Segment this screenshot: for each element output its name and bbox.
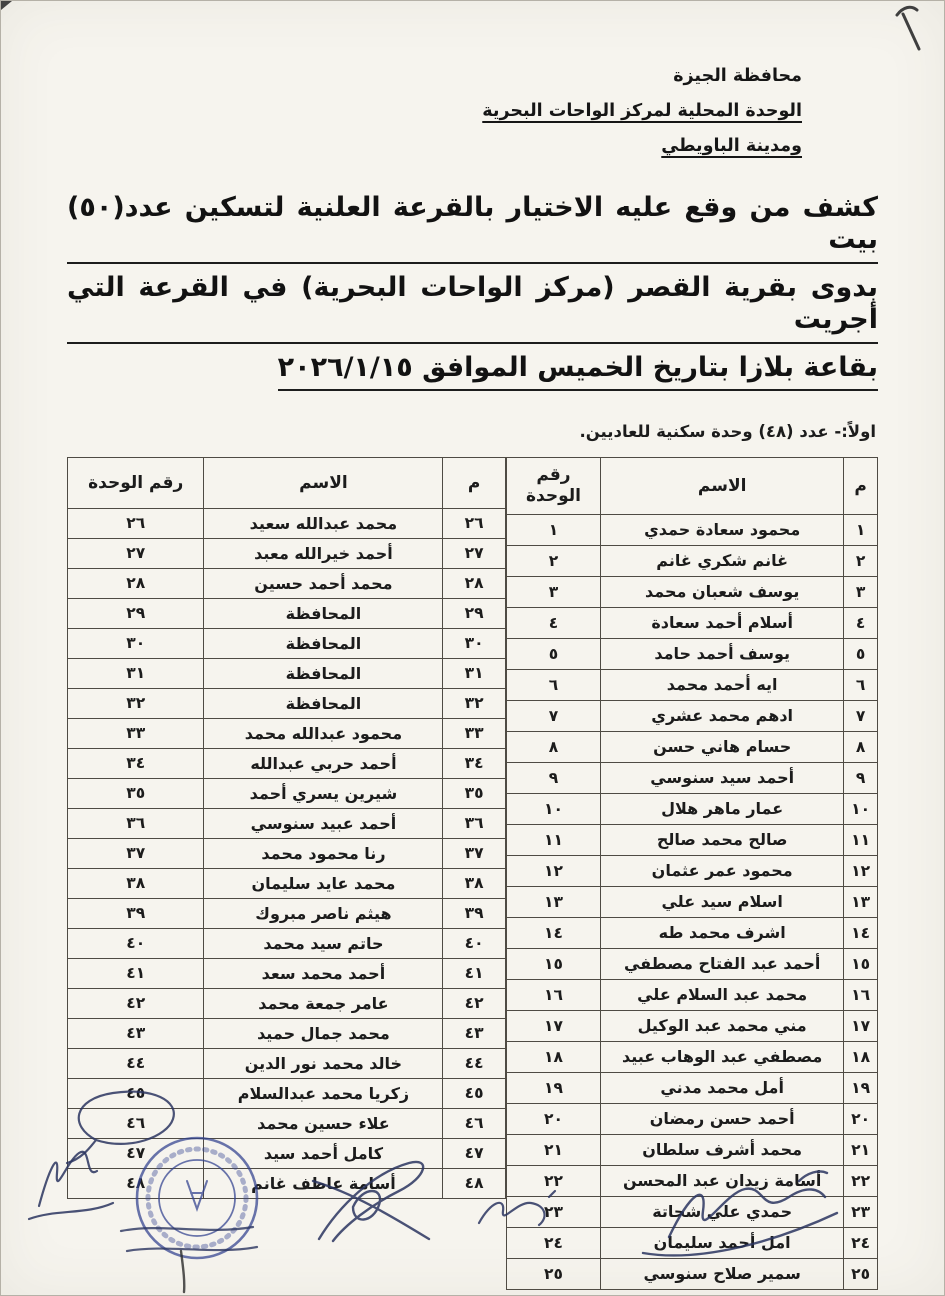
governorate-line: محافظة الجيزة [673, 66, 802, 86]
header-row [506, 457, 877, 514]
cell-unit: ٤٦ [68, 1108, 204, 1138]
cell-seq: ٩ [844, 762, 878, 793]
table-row [68, 808, 506, 838]
table-row [506, 1103, 877, 1134]
cell-seq: ١٤ [844, 917, 878, 948]
cell-seq: ٤٦ [443, 1108, 505, 1138]
table-row [506, 886, 877, 917]
table-row [68, 838, 506, 868]
cell-name: المحافظة [204, 628, 443, 658]
cell-name: اشرف محمد طه [601, 917, 844, 948]
names-table-1-25 [506, 457, 878, 1290]
cell-unit: ١٧ [506, 1010, 600, 1041]
cell-unit: ٨ [506, 731, 600, 762]
table-row [68, 688, 506, 718]
cell-unit: ٢٩ [68, 598, 204, 628]
cell-name: زكريا محمد عبدالسلام [204, 1078, 443, 1108]
cell-unit: ٢٥ [506, 1258, 600, 1289]
cell-unit: ٤١ [68, 958, 204, 988]
table-row [506, 1134, 877, 1165]
cell-name: محمود سعادة حمدي [601, 514, 844, 545]
table-row [68, 658, 506, 688]
title-line-3: بقاعة بلازا بتاريخ الخميس الموافق ٢٠٢٦/١/١٥ [67, 352, 878, 396]
cell-name: أمل محمد مدني [601, 1072, 844, 1103]
cell-seq: ٢١ [844, 1134, 878, 1165]
table-row [68, 898, 506, 928]
table-body-26-48 [68, 508, 506, 1198]
cell-name: يوسف شعبان محمد [601, 576, 844, 607]
cell-seq: ٤ [844, 607, 878, 638]
city-line: ومدينة الباويطي [661, 136, 802, 156]
cell-seq: ٤٢ [443, 988, 505, 1018]
table-row [506, 824, 877, 855]
cell-seq: ٢٧ [443, 538, 505, 568]
table-row [68, 958, 506, 988]
cell-seq: ٤٠ [443, 928, 505, 958]
cell-seq: ٤٤ [443, 1048, 505, 1078]
cell-name: عامر جمعة محمد [204, 988, 443, 1018]
cell-name: محمد عبد السلام علي [601, 979, 844, 1010]
letterhead [1, 1, 944, 164]
cell-name: محمود عمر عثمان [601, 855, 844, 886]
cell-unit: ٢٣ [506, 1196, 600, 1227]
cell-unit: ٥ [506, 638, 600, 669]
table-row [68, 1138, 506, 1168]
cell-unit: ٣٨ [68, 868, 204, 898]
cell-name: محمد أحمد حسين [204, 568, 443, 598]
scan-corner-artifact [1, 1, 12, 10]
cell-seq: ١٩ [844, 1072, 878, 1103]
cell-name: حمدي علي شحاتة [601, 1196, 844, 1227]
table-row [506, 607, 877, 638]
cell-unit: ١٦ [506, 979, 600, 1010]
cell-seq: ٢٦ [443, 508, 505, 538]
cell-name: محمد جمال حميد [204, 1018, 443, 1048]
cell-seq: ١٧ [844, 1010, 878, 1041]
cell-name: كامل أحمد سيد [204, 1138, 443, 1168]
cell-name: هيثم ناصر مبروك [204, 898, 443, 928]
table-row [68, 1018, 506, 1048]
table-row [68, 508, 506, 538]
cell-seq: ٣١ [443, 658, 505, 688]
cell-seq: ١٨ [844, 1041, 878, 1072]
cell-name: أحمد خيرالله معبد [204, 538, 443, 568]
cell-name: محمد أشرف سلطان [601, 1134, 844, 1165]
cell-seq: ٣ [844, 576, 878, 607]
cell-name: ادهم محمد عشري [601, 700, 844, 731]
cell-seq: ١٥ [844, 948, 878, 979]
cell-unit: ٤٥ [68, 1078, 204, 1108]
cell-unit: ١٩ [506, 1072, 600, 1103]
header-seq: م [844, 457, 878, 514]
table-row [68, 1078, 506, 1108]
cell-seq: ٣٦ [443, 808, 505, 838]
cell-seq: ٤٨ [443, 1168, 505, 1198]
cell-seq: ٥ [844, 638, 878, 669]
table-row [506, 700, 877, 731]
cell-unit: ٩ [506, 762, 600, 793]
cell-unit: ١٣ [506, 886, 600, 917]
cell-name: غانم شكري غانم [601, 545, 844, 576]
table-row [68, 748, 506, 778]
cell-seq: ٣٩ [443, 898, 505, 928]
header-unit: رقم الوحدة [68, 457, 204, 508]
table-row [506, 855, 877, 886]
table-row [506, 1196, 877, 1227]
cell-unit: ٤٢ [68, 988, 204, 1018]
cell-unit: ٣٤ [68, 748, 204, 778]
cell-name: مصطفي عبد الوهاب عبيد [601, 1041, 844, 1072]
cell-seq: ٢٩ [443, 598, 505, 628]
table-row [68, 628, 506, 658]
cell-unit: ٣٢ [68, 688, 204, 718]
cell-seq: ٢٥ [844, 1258, 878, 1289]
cell-unit: ٣٣ [68, 718, 204, 748]
table-row [506, 1227, 877, 1258]
table-body-1-25 [506, 514, 877, 1289]
cell-seq: ٢٤ [844, 1227, 878, 1258]
cell-name: أحمد سيد سنوسي [601, 762, 844, 793]
table-row [506, 576, 877, 607]
cell-seq: ٣٢ [443, 688, 505, 718]
cell-name: محمد عايد سليمان [204, 868, 443, 898]
table-row [68, 1108, 506, 1138]
cell-unit: ٣٧ [68, 838, 204, 868]
cell-unit: ١ [506, 514, 600, 545]
cell-seq: ٣٠ [443, 628, 505, 658]
cell-unit: ١٤ [506, 917, 600, 948]
cell-unit: ١١ [506, 824, 600, 855]
names-table-26-48 [67, 457, 506, 1199]
header-unit: رقم الوحدة [506, 457, 600, 514]
table-row [506, 762, 877, 793]
table-row [506, 917, 877, 948]
table-row [68, 538, 506, 568]
cell-name: أحمد حربي عبدالله [204, 748, 443, 778]
table-row [506, 948, 877, 979]
cell-seq: ٤٧ [443, 1138, 505, 1168]
cell-unit: ٢٦ [68, 508, 204, 538]
cell-name: مني محمد عبد الوكيل [601, 1010, 844, 1041]
cell-name: أسامة عاطف غانم [204, 1168, 443, 1198]
cell-name: أحمد محمد سعد [204, 958, 443, 988]
cell-unit: ١٠ [506, 793, 600, 824]
cell-name: أحمد حسن رمضان [601, 1103, 844, 1134]
cell-name: أحمد عبد الفتاح مصطفي [601, 948, 844, 979]
document-title [67, 192, 878, 396]
cell-unit: ٢٢ [506, 1165, 600, 1196]
table-row [506, 979, 877, 1010]
cell-unit: ١٥ [506, 948, 600, 979]
cell-name: أسامة زيدان عبد المحسن [601, 1165, 844, 1196]
table-row [68, 568, 506, 598]
table-row [506, 731, 877, 762]
table-row [506, 514, 877, 545]
cell-seq: ٣٨ [443, 868, 505, 898]
cell-unit: ٤ [506, 607, 600, 638]
cell-seq: ٢٠ [844, 1103, 878, 1134]
table-row [506, 1258, 877, 1289]
cell-seq: ٤٥ [443, 1078, 505, 1108]
cell-name: عمار ماهر هلال [601, 793, 844, 824]
cell-unit: ٣٩ [68, 898, 204, 928]
cell-name: حسام هاني حسن [601, 731, 844, 762]
cell-unit: ٣٥ [68, 778, 204, 808]
cell-unit: ٢١ [506, 1134, 600, 1165]
cell-seq: ١٦ [844, 979, 878, 1010]
table-row [506, 1165, 877, 1196]
cell-name: خالد محمد نور الدين [204, 1048, 443, 1078]
cell-seq: ٣٣ [443, 718, 505, 748]
cell-unit: ٤٠ [68, 928, 204, 958]
cell-name: أسلام أحمد سعادة [601, 607, 844, 638]
cell-name: المحافظة [204, 688, 443, 718]
title-line-1: كشف من وقع عليه الاختيار بالقرعة العلنية لتسكين عدد(٥٠) بيت [67, 192, 878, 264]
section-note: اولاً:- عدد (٤٨) وحدة سكنية للعاديين. [579, 421, 876, 441]
table-row [68, 718, 506, 748]
header-name: الاسم [601, 457, 844, 514]
cell-name: صالح محمد صالح [601, 824, 844, 855]
cell-seq: ١١ [844, 824, 878, 855]
title-line-2: بدوى بقرية القصر (مركز الواحات البحرية) في القرعة التي أجريت [67, 272, 878, 344]
header-name: الاسم [204, 457, 443, 508]
cell-unit: ١٨ [506, 1041, 600, 1072]
cell-seq: ٤١ [443, 958, 505, 988]
cell-name: شيرين يسري أحمد [204, 778, 443, 808]
header-seq: م [443, 457, 505, 508]
cell-name: رنا محمود محمد [204, 838, 443, 868]
cell-name: سمير صلاح سنوسي [601, 1258, 844, 1289]
cell-seq: ١٠ [844, 793, 878, 824]
cell-name: علاء حسين محمد [204, 1108, 443, 1138]
table-row [506, 669, 877, 700]
table-row [506, 793, 877, 824]
table-row [506, 1010, 877, 1041]
cell-name: أحمد عبيد سنوسي [204, 808, 443, 838]
cell-seq: ٣٧ [443, 838, 505, 868]
cell-seq: ٨ [844, 731, 878, 762]
cell-unit: ٤٧ [68, 1138, 204, 1168]
cell-unit: ٢ [506, 545, 600, 576]
cell-seq: ٧ [844, 700, 878, 731]
cell-name: حاتم سيد محمد [204, 928, 443, 958]
table-row [68, 1048, 506, 1078]
cell-seq: ٢ [844, 545, 878, 576]
cell-unit: ٤٤ [68, 1048, 204, 1078]
table-row [68, 778, 506, 808]
cell-name: محمد عبدالله سعيد [204, 508, 443, 538]
cell-seq: ١ [844, 514, 878, 545]
local-unit-line: الوحدة المحلية لمركز الواحات البحرية [482, 101, 802, 121]
table-row [68, 988, 506, 1018]
cell-unit: ٣١ [68, 658, 204, 688]
cell-seq: ٢٨ [443, 568, 505, 598]
table-row [506, 1072, 877, 1103]
cell-unit: ١٢ [506, 855, 600, 886]
cell-seq: ٢٣ [844, 1196, 878, 1227]
cell-unit: ٣٠ [68, 628, 204, 658]
cell-seq: ٣٥ [443, 778, 505, 808]
cell-unit: ٢٨ [68, 568, 204, 598]
table-row [68, 1168, 506, 1198]
cell-name: ايه أحمد محمد [601, 669, 844, 700]
cell-seq: ٢٢ [844, 1165, 878, 1196]
cell-unit: ٢٤ [506, 1227, 600, 1258]
cell-name: محمود عبدالله محمد [204, 718, 443, 748]
table-row [506, 545, 877, 576]
allocation-tables [67, 457, 878, 1290]
table-row [68, 598, 506, 628]
table-row [68, 928, 506, 958]
cell-seq: ١٢ [844, 855, 878, 886]
table-row [68, 868, 506, 898]
cell-unit: ٢٧ [68, 538, 204, 568]
cell-seq: ٤٣ [443, 1018, 505, 1048]
cell-unit: ٤٣ [68, 1018, 204, 1048]
header-row [68, 457, 506, 508]
cell-unit: ٦ [506, 669, 600, 700]
table-row [506, 638, 877, 669]
cell-name: يوسف أحمد حامد [601, 638, 844, 669]
cell-seq: ٣٤ [443, 748, 505, 778]
cell-name: المحافظة [204, 598, 443, 628]
cell-unit: ٤٨ [68, 1168, 204, 1198]
cell-name: المحافظة [204, 658, 443, 688]
cell-unit: ٣٦ [68, 808, 204, 838]
cell-seq: ١٣ [844, 886, 878, 917]
cell-unit: ٢٠ [506, 1103, 600, 1134]
cell-unit: ٣ [506, 576, 600, 607]
cell-name: اسلام سيد علي [601, 886, 844, 917]
cell-unit: ٧ [506, 700, 600, 731]
cell-seq: ٦ [844, 669, 878, 700]
table-row [506, 1041, 877, 1072]
cell-name: امل أحمد سليمان [601, 1227, 844, 1258]
